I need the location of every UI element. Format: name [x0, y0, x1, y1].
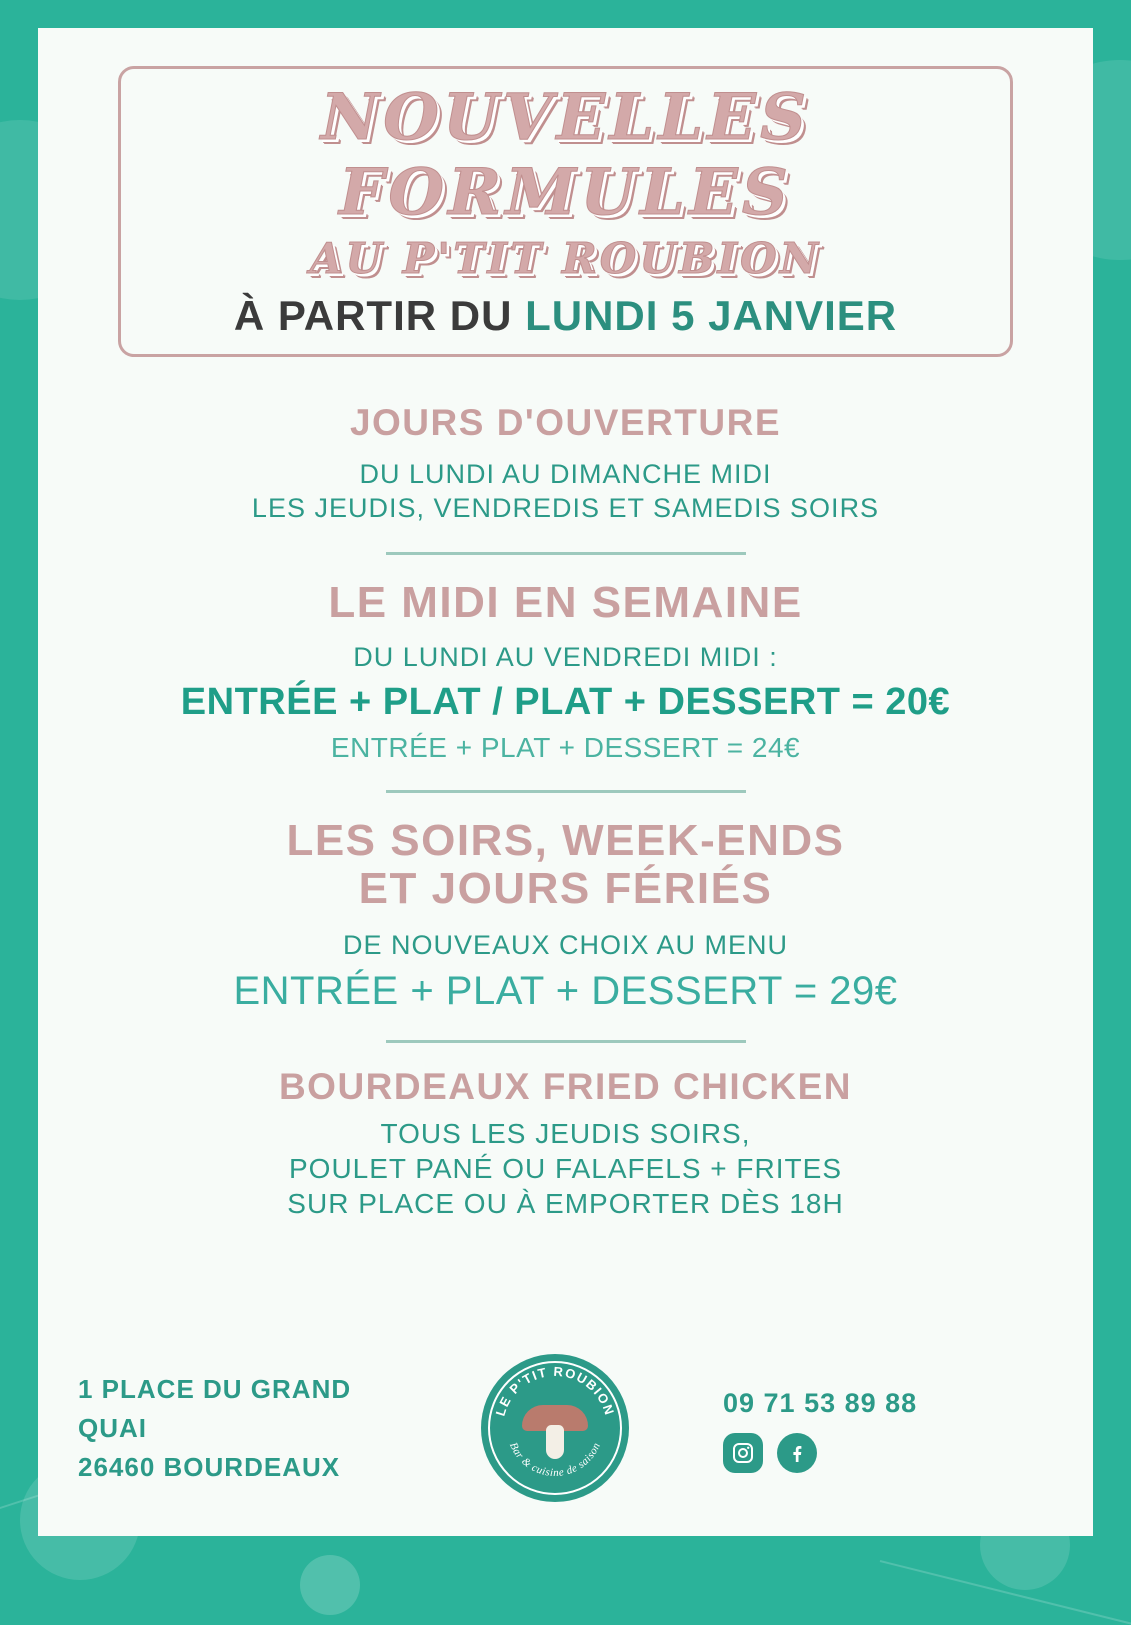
section-weekday-lunch	[78, 579, 1053, 764]
section-subtitle	[78, 1116, 1053, 1221]
section-evenings-weekends	[78, 817, 1053, 1015]
header-frame	[118, 66, 1013, 357]
mushroom-icon	[522, 1397, 588, 1459]
header-title-line-2: FORMULES	[338, 155, 793, 231]
svg-text:LE P'TIT ROUBION: LE P'TIT ROUBION	[492, 1363, 617, 1418]
section-subtitle-line: POULET PANÉ OU FALAFELS + FRITES	[288, 1152, 842, 1184]
mushroom-stem	[546, 1425, 564, 1459]
section-subtitle: DU LUNDI AU VENDREDI MIDI :	[353, 641, 778, 672]
section-price-primary: ENTRÉE + PLAT / PLAT + DESSERT = 20€	[180, 680, 951, 723]
section-title: JOURS D'OUVERTURE	[349, 402, 782, 444]
section-price-secondary: ENTRÉE + PLAT + DESSERT = 24€	[330, 731, 801, 763]
section-divider	[386, 552, 746, 555]
section-title: LE MIDI EN SEMAINE	[328, 577, 803, 627]
footer-contact	[701, 1383, 1053, 1474]
section-title-line: LES SOIRS, WEEK-ENDS	[286, 815, 845, 865]
section-subtitle-line: DU LUNDI AU DIMANCHE MIDI	[359, 459, 772, 490]
section-subtitle-line: LES JEUDIS, VENDREDIS ET SAMEDIS SOIRS	[251, 492, 880, 523]
header-title-line-1: NOUVELLES	[320, 80, 811, 155]
instagram-icon[interactable]	[723, 1433, 763, 1473]
social-links	[723, 1433, 1053, 1473]
background-decoration-circle	[300, 1555, 360, 1615]
header-title-line-3: AU P'TIT ROUBION	[309, 233, 822, 283]
section-opening-days	[78, 403, 1053, 525]
header-date-value: LUNDI 5 JANVIER	[525, 292, 898, 340]
header-date-prefix: À PARTIR DU	[233, 292, 513, 340]
restaurant-logo	[481, 1354, 629, 1502]
section-subtitle	[78, 458, 1053, 526]
poster-sheet	[38, 28, 1093, 1536]
svg-text:Bar & cuisine de saison: Bar & cuisine de saison	[506, 1440, 603, 1480]
header-start-date	[131, 292, 1000, 340]
address-line-1: 1 PLACE DU GRAND QUAI	[78, 1373, 352, 1443]
section-subtitle-line: TOUS LES JEUDIS SOIRS,	[380, 1117, 751, 1149]
facebook-icon[interactable]	[777, 1433, 817, 1473]
background-decoration-line	[880, 1560, 1131, 1625]
phone-number: 09 71 53 89 88	[723, 1387, 918, 1418]
section-subtitle-line: SUR PLACE OU À EMPORTER DÈS 18H	[287, 1187, 844, 1219]
section-title-line: ET JOURS FÉRIÉS	[358, 864, 773, 914]
footer-address	[78, 1370, 408, 1487]
section-divider	[386, 1040, 746, 1043]
section-fried-chicken	[78, 1067, 1053, 1221]
section-divider	[386, 790, 746, 793]
section-price-primary: ENTRÉE + PLAT + DESSERT = 29€	[233, 969, 898, 1014]
address-line-2: 26460 BOURDEAUX	[78, 1451, 341, 1482]
section-title	[78, 817, 1053, 914]
section-title: BOURDEAUX FRIED CHICKEN	[278, 1066, 853, 1108]
poster-footer	[78, 1354, 1053, 1502]
section-subtitle: DE NOUVEAUX CHOIX AU MENU	[342, 930, 789, 961]
